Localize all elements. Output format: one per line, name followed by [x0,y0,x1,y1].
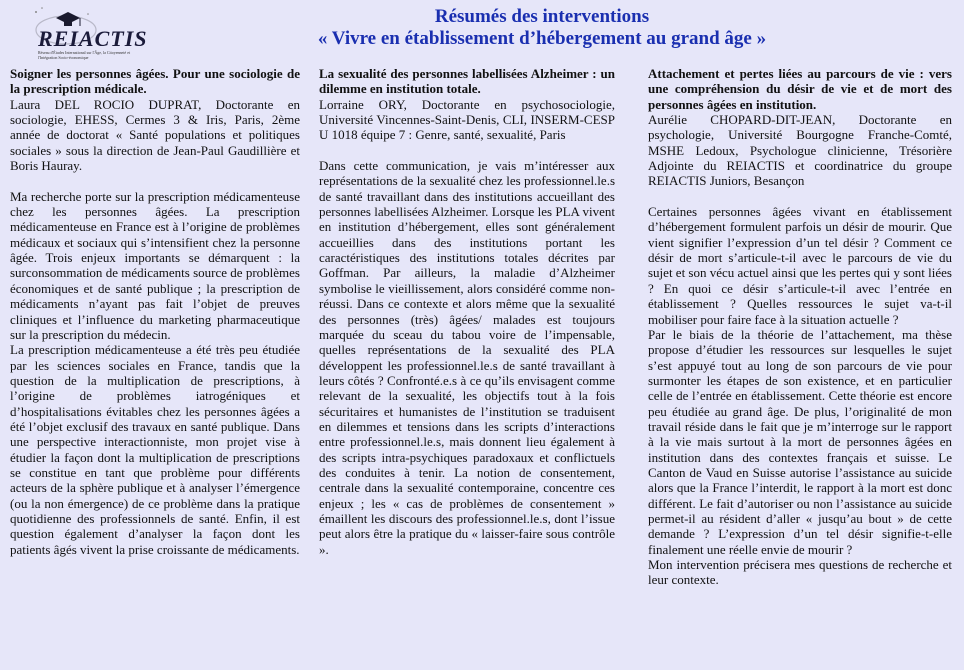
abstract-author: Laura DEL ROCIO DUPRAT, Doctorante en sociologie, EHESS, Cermes 3 & Iris, Paris, 2ème année de doctorat « Santé populations et politiques sociales » sous la direction de Jean-Paul Gaudillière et Boris Hauray. [10,96,300,174]
abstract-paragraph: Ma recherche porte sur la prescription médicamenteuse chez les personnes âgées. La prescription médicamenteuse en France est à l’origine de problèmes médicaux et sociaux qui s’intensifient chez la personne âgée. Trois enjeux importants se démarquent : la surconsommation de médicaments source de problèmes économiques et de santé publique ; la prescription de médicaments n’ayant pas fait l’objet de preuves cliniques et l’influence du marketing pharmaceutique sur la prescription du médecin. [10,188,300,342]
abstract-paragraph: Par le biais de la théorie de l’attachement, ma thèse propose d’étudier les ressources sur lesquelles le sujet s’est appuyé tout au long de son parcours de vie pour surmonter les étapes de son existence, et en particulier celle de l’entrée en établissement. Cette théorie est encore peu étudiée au grand âge. De plus, l’originalité de mon travail réside dans le fait que je m’interroge sur le rapport à la vie mais surtout à la mort de personnes âgées en institution dans des contextes français et suisse. Le Canton de Vaud en Suisse autorise l’assistance au suicide alors que la France l’interdit, le rapport à la mort est donc différent. Le fait d’autoriser ou non l’assistance au suicide permet-il au résident d’aller « jusqu’au bout » de cette demande ? L’expression d’un tel désir signifie-t-elle finalement une réelle envie de mourir ? [648,326,952,557]
abstract-column-2 [319,66,615,557]
header-subtitle: « Vivre en établissement d’hébergement au grand âge » [317,28,767,49]
abstract-author: Aurélie CHOPARD-DIT-JEAN, Doctorante en psychologie, Université Bourgogne Franche-Comté, MSHE Ledoux, Psychologue clinicienne, Trésorière Adjointe du REIACTIS et coordinatrice du groupe REIACTIS Juniors, Besançon [648,112,952,189]
abstract-column-1 [10,66,300,557]
page-header [200,6,884,50]
abstract-paragraph: Dans cette communication, je vais m’intéresser aux représentations de la sexualité chez les professionnel.le.s de santé travaillant dans des institutions accueillant des personnes labellisées Alzheimer. Lorsque les PLA vivent en institution d’hébergement, elles sont généralement accueillies dans des institutions portant les caractéristiques des institutions totales décrites par Goffman. Par ailleurs, la maladie d’Alzheimer symbolise le vieillissement, alors considéré comme non-réussi. Dans ce contexte et alors même que la sexualité des personnes (très) âgées/ malades est toujours marquée du sceau du tabou voire de l’impensable, quelles représentations de la sexualité des PLA développent les professionnel.le.s de santé travaillant à leurs côtés ? Confronté.e.s à ce qu’ils envisagent comme relevant de la sexualité, les objectifs tout à la fois sécuritaires et humanistes de l’institution se traduisent en dilemmes et tensions dans les scripts d’interactions entre professionnel.le.s, mais donnent lieu également à des scripts intra-psychiques paradoxaux et conflictuels des conduites à tenir. La notion de consentement, centrale dans la sexualité contemporaine, concentre ces enjeux ; les « cas de problèmes de consentement » émaillent les discours des professionnel.le.s, dont l’issue peut alors être la pratique du « laisser-faire sous contrôle ». [319,158,615,557]
abstract-column-3 [648,66,952,588]
abstract-paragraph: La prescription médicamenteuse a été très peu étudiée par les sciences sociales en France, tandis que la question de la multiplication de prescriptions, à l’origine de problèmes iatrogéniques et d’hospitalisations évitables chez les personnes âgées a été l’objet exclusif des travaux en santé publique. Dans une perspective interactionniste, mon projet vise à étudier la façon dont la multiplication de prescriptions se constitue en tant que problème pour différents acteurs de la sphère publique et à analyser l’émergence (ou la non émergence) de ce problème dans la pratique quotidienne des professionnels de santé. Enfin, il est question également d’analyser la façon dont les patients âgés vivent la prise croissante de médicaments. [10,342,300,557]
reiactis-logo [28,4,148,60]
abstract-author: Lorraine ORY, Doctorante en psychosociologie, Université Vincennes-Saint-Denis, CLI, INSERM-CESP U 1018 équipe 7 : Genre, santé, sexualité, Paris [319,96,615,143]
header-title: Résumés des interventions [434,6,650,27]
abstract-title: Soigner les personnes âgées. Pour une sociologie de la prescription médicale. [10,66,300,97]
logo-wordmark: REIACTIS [38,26,148,51]
abstract-paragraph: Certaines personnes âgées vivant en établissement d’hébergement formulent parfois un désir de mourir. Que vient signifier l’expression d’un tel désir ? Comment ce désir de mort s’articule-t-il avec le parcours de vie du sujet et son vécu actuel ainsi que les pertes qui y sont liées ? En quoi ce désir s’articule-t-il avec l’entrée en établissement ? Quelles ressources le sujet va-t-il mobiliser pour faire face à la situation actuelle ? [648,204,952,327]
logo-tagline: Réseau d'Études International sur l'Âge, la Citoyenneté et l'Intégration Socio-économique [38,50,131,60]
abstract-title: Attachement et pertes liées au parcours de vie : vers une compréhension du désir de vie et de mort des personnes âgées en institution. [648,66,952,112]
abstract-title: La sexualité des personnes labellisées Alzheimer : un dilemme en institution totale. [319,66,615,97]
abstract-paragraph: Mon intervention précisera mes questions de recherche et leur contexte. [648,557,952,588]
